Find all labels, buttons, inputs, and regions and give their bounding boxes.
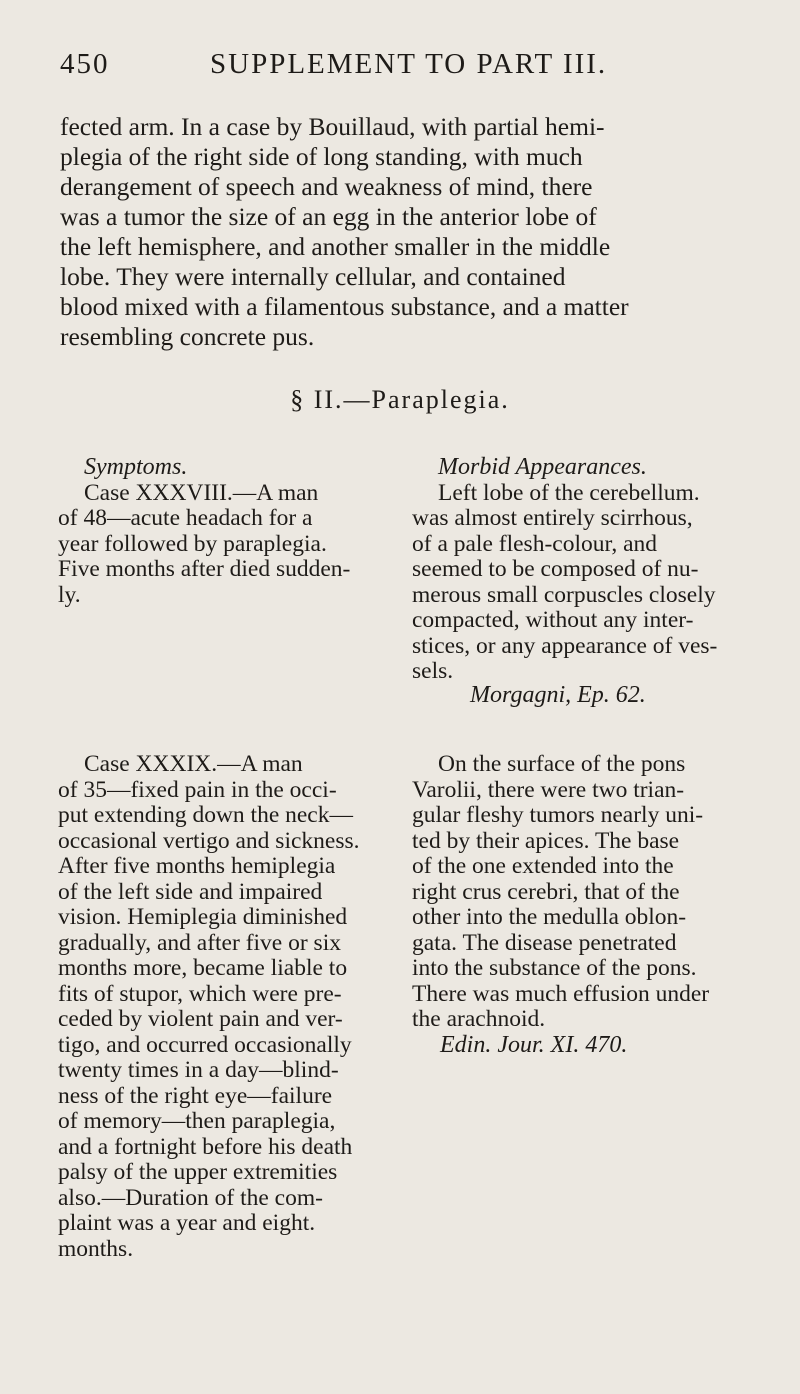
- symptoms-column-case-38: [58, 455, 398, 608]
- paragraph-line: resembling concrete pus.: [60, 322, 315, 351]
- case-39-appearances-line: of the one extended into the: [412, 853, 674, 879]
- case-39-symptoms-line: After five months hemiplegia: [58, 853, 336, 879]
- symptoms-column-case-39: [58, 752, 398, 1262]
- case-38-symptoms-line: ly.: [58, 581, 81, 608]
- case-39-symptoms-line: and a fortnight before his death: [58, 1133, 353, 1160]
- case-39-symptoms-line: months.: [58, 1235, 134, 1262]
- appearances-heading: Morbid Appearances.: [438, 454, 647, 480]
- case-38-citation: Morgagni, Ep. 62.: [470, 682, 646, 708]
- opening-paragraph: [60, 112, 765, 352]
- appearances-column-case-39: [412, 752, 760, 1058]
- running-title: SUPPLEMENT TO PART III.: [210, 48, 608, 80]
- paragraph-line: blood mixed with a filamentous substance, and a matter: [60, 292, 629, 321]
- case-39-citation: Edin. Jour. XI. 470.: [440, 1031, 628, 1058]
- case-39-symptoms-line: Case XXXIX.—A man: [84, 751, 303, 777]
- case-38-appearances-line: stices, or any appearance of ves-: [412, 632, 718, 659]
- case-38-appearances-line: was almost entirely scirrhous,: [412, 505, 693, 531]
- case-39-symptoms-line: twenty times in a day—blind-: [58, 1057, 339, 1083]
- case-39-symptoms-line: plaint was a year and eight.: [58, 1210, 316, 1236]
- case-38-symptoms-line: year followed by paraplegia.: [58, 530, 327, 557]
- case-39-symptoms-line: of memory—then paraplegia,: [58, 1108, 336, 1134]
- case-39-symptoms-line: fits of stupor, which were pre-: [58, 980, 342, 1007]
- case-39-symptoms-line: also.—Duration of the com-: [58, 1184, 323, 1211]
- symptoms-heading: Symptoms.: [84, 454, 188, 480]
- case-38-appearances-line: seemed to be composed of nu-: [412, 556, 699, 582]
- case-38-symptoms-line: of 48—acute headach for a: [58, 505, 313, 531]
- case-39-symptoms-line: tigo, and occurred occasionally: [58, 1031, 352, 1058]
- case-39-symptoms-line: months more, became liable to: [58, 955, 348, 981]
- case-38-appearances-line: merous small corpuscles closely: [412, 581, 716, 608]
- paragraph-line: derangement of speech and weakness of mind, there: [60, 172, 593, 201]
- case-39-symptoms-line: of 35—fixed pain in the occi-: [58, 776, 337, 803]
- case-38-appearances-line: Left lobe of the cerebellum.: [438, 479, 700, 506]
- case-39-appearances-line: On the surface of the pons: [438, 751, 686, 777]
- case-38-symptoms-line: Five months after died sudden-: [58, 556, 351, 582]
- case-39-appearances-line: right crus cerebri, that of the: [412, 878, 680, 905]
- case-39-appearances-line: Varolii, there were two trian-: [412, 776, 685, 803]
- paragraph-line: the left hemisphere, and another smaller in the middle: [60, 232, 611, 261]
- case-39-symptoms-line: put extending down the neck—: [58, 802, 353, 828]
- case-39-appearances-line: gular fleshy tumors nearly uni-: [412, 802, 704, 828]
- case-38-symptoms-line: Case XXXVIII.—A man: [84, 479, 319, 506]
- case-39-symptoms-line: gradually, and after five or six: [58, 929, 341, 956]
- case-38-appearances-line: compacted, without any inter-: [412, 607, 694, 633]
- paragraph-line: was a tumor the size of an egg in the anterior lobe of: [60, 202, 597, 231]
- case-39-appearances-line: There was much effusion under: [412, 980, 710, 1007]
- case-39-symptoms-line: of the left side and impaired: [58, 878, 323, 905]
- paragraph-line: fected arm. In a case by Bouillaud, with partial hemi-: [60, 112, 605, 141]
- section-heading: § II.—Paraplegia.: [290, 385, 510, 414]
- case-39-appearances-line: the arachnoid.: [412, 1006, 546, 1032]
- case-39-symptoms-line: palsy of the upper extremities: [58, 1159, 338, 1185]
- appearances-column-case-38: [412, 455, 760, 685]
- page-number: 450: [60, 48, 110, 80]
- case-39-symptoms-line: occasional vertigo and sickness.: [58, 827, 360, 854]
- case-39-appearances-line: gata. The disease penetrated: [412, 929, 677, 956]
- case-39-appearances-line: other into the medulla oblon-: [412, 904, 687, 930]
- paragraph-line: lobe. They were internally cellular, and contained: [60, 262, 566, 291]
- case-39-symptoms-line: vision. Hemiplegia diminished: [58, 904, 348, 930]
- case-38-appearances-line: of a pale flesh-colour, and: [412, 530, 658, 557]
- case-39-symptoms-line: ness of the right eye—failure: [58, 1082, 333, 1109]
- paragraph-line: plegia of the right side of long standing, with much: [60, 142, 583, 171]
- case-39-appearances-line: ted by their apices. The base: [412, 827, 680, 854]
- case-38-appearances-line: sels.: [412, 658, 454, 684]
- running-head: [60, 48, 760, 88]
- case-39-symptoms-line: ceded by violent pain and ver-: [58, 1006, 343, 1032]
- case-39-appearances-line: into the substance of the pons.: [412, 955, 697, 981]
